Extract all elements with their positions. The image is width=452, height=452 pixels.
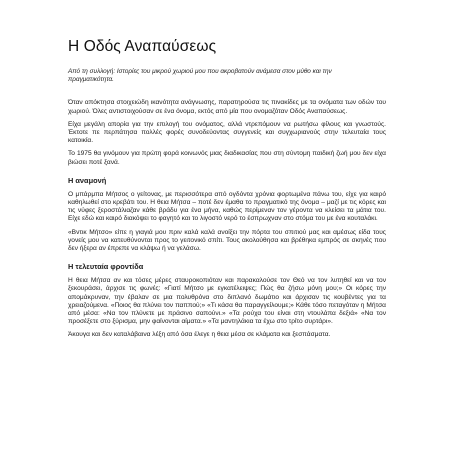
section-paragraph: Η θεια Μήτσα αν και τόσες μέρες σταυροκοπιόταν και παρακαλούσε τον Θεό να τον λυτηθεί και να τον ξεκουράσει, άρχισε τις φωνές: «Γιατί Μήτσο με εγκατέλειψες; Πώς θα ζήσω μόνη μου;» Οι κόρες την απομάκρυναν, την έβαλαν σε μια πολυθρόνα στο διπλανό δωμάτιο και άρχισαν τις κουβέντες για τα χρειαζούμενα. «Ποιος θα πλύνει τον παππού;» «Τι κάσα θα παραγγείλουμε;» Κάθε τόσο πεταγόταν η Μήτσα από μέσα: «Να τον πλύνετε με πράσινο σαπούνι.» «Τα ρούχα του είναι στη ντουλάπα δεξιά» «Να τον προσέξετε στο ξύρισμα, μην φαίνονται αίματα.» «Τα μαντηλάκια τα έχω στο τρίτο συρτάρι». <box>68 277 386 326</box>
section-heading: Η αναμονή <box>68 175 107 185</box>
intro-paragraph: Είχα μεγάλη απορία για την επιλογή του ονόματος, αλλά ντρεπόμουν να ρωτήσω φίλους και γνωστούς. Έκτοτε πε περπάτησα πολλές φορές συνοδεύοντας συγγενείς και συγχωριανούς στην τελευταία τους κατοικία. <box>68 120 386 145</box>
document-page <box>68 38 386 345</box>
section-heading: Η τελευταία φροντίδα <box>68 262 144 272</box>
section-paragraph: Άκουγα και δεν καταλάβαινα λέξη από όσα έλεγε η θεια μέσα σε κλάματα και ξεσπάσματα. <box>68 331 331 339</box>
intro-paragraph: Όταν απόκτησα στοιχειώδη ικανότητα ανάγνωσης, παρατηρούσα τις πινακίδες με τα ονόματα των οδών του χωριού. Όλες αντιστοιχούσαν σε ένα όνομα, εκτός από μία που ονομαζόταν Οδός Αναπαύσεως. <box>68 99 386 115</box>
intro-paragraph: Το 1975 θα γινόμουν για πρώτη φορά κοινωνός μιας διαδικασίας που στη σύντομη παιδική ζωή μου δεν είχα βιώσει ποτέ ξανά. <box>68 150 386 166</box>
document-title: Η Οδός Αναπαύσεως <box>68 38 217 55</box>
document-subtitle: Από τη συλλογή: Ιστορίες του μικρού χωριού μου που ακροβατούν ανάμεσα στον μύθο και την πραγματικότητα. <box>68 68 332 84</box>
section-paragraph: Ο μπάρμπα Μήτσος ο γείτονας, με περισσότερα από ογδόντα χρόνια φορτωμένα πάνω του, είχε για καιρό καθηλωθεί στο κρεβάτι του. Η θεια Μήτσα – ποτέ δεν έμαθα το πραγματικό της όνομα – μαζί με τις κόρες και τις νύφες ξεροστάλιαζαν κάθε βράδυ για ένα μήνα, καθώς περίμεναν τον γέροντα να κλείσει τα μάτια του. Είχε εδώ και καιρό διακόψει το φαγητό και το λιγοστό νερό το έσπρωχναν στο στόμα του με ένα κουταλάκι. <box>68 190 386 223</box>
section-paragraph: «Βντικ Μήτσο» είπε η γιαγιά μου πριν καλά καλά ανοίξει την πόρτα του σπιτιού μας και αμέσως είδα τους γονείς μου να κατευθύνονται προς το γειτονικό σπίτι. Τους ακολούθησα και βρέθηκα εμπρός σε σκηνές που δεν ήξερα αν έπρεπε να κλάψω ή να γελάσω. <box>68 228 386 253</box>
